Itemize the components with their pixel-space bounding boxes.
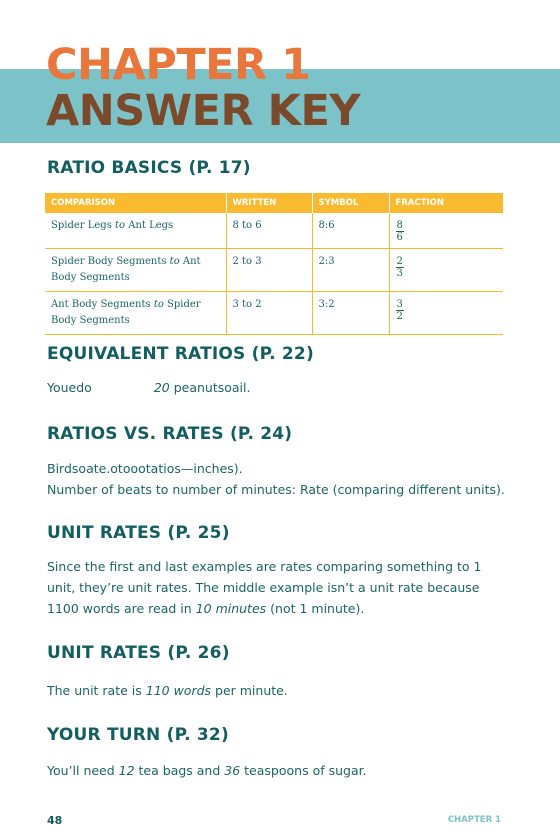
comparison-cell: Ant Body Segments to Spider Body Segments	[45, 292, 226, 335]
ratios-vs-rates-heading: RATIOS VS. RATES (P. 24)	[47, 424, 293, 444]
table-row	[45, 249, 503, 292]
footer-chapter-label: CHAPTER 1	[447, 815, 501, 825]
title-line-2: ANSWER KEY	[46, 86, 360, 136]
table-row	[45, 292, 503, 335]
comparison-cell: Spider Body Segments to Ant Body Segments	[45, 249, 226, 292]
symbol-cell: 2:3	[312, 249, 389, 292]
column-header: WRITTEN	[226, 193, 312, 213]
symbol-cell: 8:6	[312, 213, 389, 249]
unit-rates-25-text: Since the first and last examples are rates comparing something to 1 unit, they’re unit rates. The middle example isn’t a unit rate because 1100 words are read in 10 minutes (not 1 minute).	[47, 559, 482, 616]
fraction-cell: $\frac{2}{3}$	[389, 249, 503, 292]
table-header-row	[45, 193, 503, 213]
column-header: FRACTION	[389, 193, 503, 213]
unit-rates-26-heading: UNIT RATES (P. 26)	[47, 643, 230, 663]
table-row	[45, 213, 503, 249]
your-turn-heading: YOUR TURN (P. 32)	[47, 725, 229, 745]
column-header: COMPARISON	[45, 193, 226, 213]
ratio-table	[45, 193, 503, 335]
fraction-cell: $\frac{3}{2}$	[389, 292, 503, 335]
ratios-vs-rates-text: Birdsoate.otoootatios—inches). Number of beats to number of minutes: Rate (comparing different units).	[47, 461, 505, 497]
page-number: 48	[47, 814, 63, 827]
equivalent-ratios-heading: EQUIVALENT RATIOS (P. 22)	[47, 344, 314, 364]
ratio-basics-heading: RATIO BASICS (P. 17)	[47, 158, 251, 178]
written-cell: 3 to 2	[226, 292, 312, 335]
title-line-1: CHAPTER 1	[46, 40, 311, 90]
unit-rates-26-text: The unit rate is 110 words per minute.	[47, 683, 288, 698]
page-title	[46, 40, 360, 136]
fraction-cell: $\frac{8}{6}$	[389, 213, 503, 249]
unit-rates-25-heading: UNIT RATES (P. 25)	[47, 523, 230, 543]
comparison-cell: Spider Legs to Ant Legs	[45, 213, 226, 249]
equivalent-ratios-text: Youedo 20 peanutsoail.	[47, 380, 251, 395]
symbol-cell: 3:2	[312, 292, 389, 335]
written-cell: 2 to 3	[226, 249, 312, 292]
your-turn-text: You’ll need 12 tea bags and 36 teaspoons of sugar.	[47, 763, 367, 778]
column-header: SYMBOL	[312, 193, 389, 213]
written-cell: 8 to 6	[226, 213, 312, 249]
